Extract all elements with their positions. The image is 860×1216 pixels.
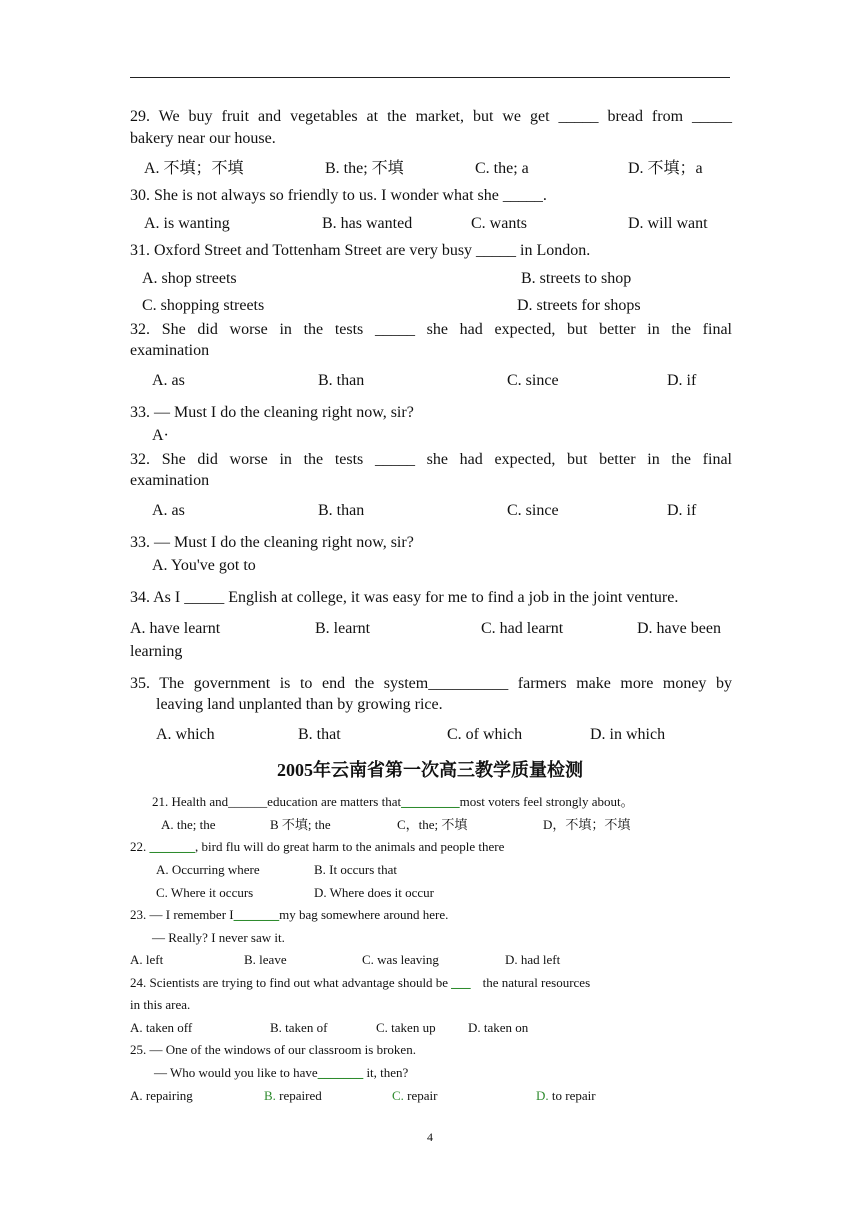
q33a-line2: A· xyxy=(152,427,169,444)
q22-option-a: A. Occurring where xyxy=(156,862,260,877)
q32a-option-d: D. if xyxy=(667,372,697,389)
q25-option-d xyxy=(536,1089,596,1102)
q29-option-b: B. the; 不填 xyxy=(325,160,404,177)
q29-option-a: A. 不填；不填 xyxy=(144,160,244,177)
q31-option-b: B. streets to shop xyxy=(521,270,632,287)
q25-option-b-letter: B. xyxy=(264,1088,276,1103)
q25-line2 xyxy=(154,1066,408,1079)
page-number: 4 xyxy=(427,1130,433,1144)
q33b-line2: A. You've got to xyxy=(152,557,256,574)
q32a-line1: 32. She did worse in the tests _____ she had expected, but better in the final xyxy=(130,321,732,338)
q21-post: most voters feel strongly about。 xyxy=(459,794,634,809)
q23-stem xyxy=(130,908,448,921)
q34-line3: learning xyxy=(130,643,183,660)
q29-line2: bakery near our house. xyxy=(130,130,276,147)
q30-option-d: D. will want xyxy=(628,215,708,232)
q24-blank: ___ xyxy=(451,975,471,990)
q25-option-a: A. repairing xyxy=(130,1088,193,1103)
header-rule xyxy=(130,77,730,78)
q22-post: , bird flu will do great harm to the animals and people there xyxy=(195,839,505,854)
q25-option-c-letter: C. xyxy=(392,1088,404,1103)
q21-option-a: A. the; the xyxy=(161,817,216,832)
q34-stem: 34. As I _____ English at college, it was easy for me to find a job in the joint venture. xyxy=(130,589,679,606)
q31-stem: 31. Oxford Street and Tottenham Street are very busy _____ in London. xyxy=(130,242,591,259)
q21-option-c: C，the; 不填 xyxy=(397,817,468,832)
q30-option-c: C. wants xyxy=(471,215,527,232)
q30-option-b: B. has wanted xyxy=(322,215,413,232)
q35-option-d: D. in which xyxy=(590,726,666,743)
q21-blank2: _________ xyxy=(401,794,460,809)
section-title: 2005年云南省第一次高三教学质量检测 xyxy=(277,760,583,780)
q35-option-b: B. that xyxy=(298,726,341,743)
q25-pre2: — Who would you like to have xyxy=(154,1065,318,1080)
q31-option-d: D. streets for shops xyxy=(517,297,641,314)
q25-option-d-letter: D. xyxy=(536,1088,549,1103)
q32b-option-d: D. if xyxy=(667,502,697,519)
q25-stem: 25. — One of the windows of our classroom is broken. xyxy=(130,1042,416,1057)
q30-option-a: A. is wanting xyxy=(144,215,230,232)
q32a-line2: examination xyxy=(130,342,210,359)
q32b-line2: examination xyxy=(130,472,210,489)
q21-stem xyxy=(152,795,634,808)
q31-option-a: A. shop streets xyxy=(142,270,237,287)
q22-option-c: C. Where it occurs xyxy=(156,885,254,900)
q23-option-d: D. had left xyxy=(505,952,561,967)
q23-option-b: B. leave xyxy=(244,952,287,967)
q22-option-b: B. It occurs that xyxy=(314,862,398,877)
q32b-option-c: C. since xyxy=(507,502,559,519)
q25-post2: it, then? xyxy=(363,1065,409,1080)
q22-stem: 22. _______, bird flu will do great harm to the animals and people there xyxy=(130,839,505,854)
q32a-option-a: A. as xyxy=(152,372,185,389)
q35-option-c: C. of which xyxy=(447,726,523,743)
q32b-line1: 32. She did worse in the tests _____ she had expected, but better in the final xyxy=(130,451,732,468)
q32b-option-a: A. as xyxy=(152,502,185,519)
q23-option-c: C. was leaving xyxy=(362,952,439,967)
q35-line1: 35. The government is to end the system__________ farmers make more money by xyxy=(130,675,732,692)
q24-option-d: D. taken on xyxy=(468,1020,529,1035)
q30-stem: 30. She is not always so friendly to us. I wonder what she _____. xyxy=(130,187,547,204)
q34-option-b: B. learnt xyxy=(315,620,371,637)
q32b-option-b: B. than xyxy=(318,502,365,519)
q21-pre: 21. Health and xyxy=(152,794,229,809)
q23-line2: — Really? I never saw it. xyxy=(152,930,285,945)
q21-blank1: ______ xyxy=(228,794,268,809)
q35-line2: leaving land unplanted than by growing rice. xyxy=(156,696,443,713)
q33a-stem: 33. — Must I do the cleaning right now, sir? xyxy=(130,404,414,421)
q24-line2: in this area. xyxy=(130,997,191,1012)
q24-post: the natural resources xyxy=(482,975,591,990)
q29-line1: 29. We buy fruit and vegetables at the market, but we get _____ bread from _____ xyxy=(130,108,732,125)
q24-option-c: C. taken up xyxy=(376,1020,436,1035)
q25-option-d-text: to repair xyxy=(548,1088,596,1103)
q34-option-c: C. had learnt xyxy=(481,620,564,637)
q33b-stem: 33. — Must I do the cleaning right now, sir? xyxy=(130,534,414,551)
q35-stem xyxy=(130,675,732,693)
q23-option-a: A. left xyxy=(130,952,164,967)
q32a-stem xyxy=(130,321,732,339)
q29-stem xyxy=(130,108,732,126)
q23-post: my bag somewhere around here. xyxy=(279,907,449,922)
q25-option-c xyxy=(392,1089,437,1102)
q23-blank: _______ xyxy=(233,907,280,922)
q32a-option-c: C. since xyxy=(507,372,559,389)
q31-option-c: C. shopping streets xyxy=(142,297,265,314)
q21-option-d: D，不填；不填 xyxy=(543,817,631,832)
q25-option-c-text: repair xyxy=(403,1088,438,1103)
q32a-option-b: B. than xyxy=(318,372,365,389)
q25-option-b xyxy=(264,1089,322,1102)
q25-option-b-text: repaired xyxy=(275,1088,322,1103)
q21-option-b: B 不填; the xyxy=(270,817,331,832)
q34-option-d: D. have been xyxy=(637,620,721,637)
q32b-stem xyxy=(130,451,732,469)
q21-mid: education are matters that xyxy=(267,794,402,809)
q24-pre: 24. Scientists are trying to find out what advantage should be xyxy=(130,975,449,990)
q22-blank: _______ xyxy=(149,839,195,854)
q25-blank: _______ xyxy=(317,1065,364,1080)
q24-stem xyxy=(130,976,590,989)
q29-option-c: C. the; a xyxy=(475,160,529,177)
q22-option-d: D. Where does it occur xyxy=(314,885,434,900)
q23-pre: 23. — I remember I xyxy=(130,907,234,922)
q34-option-a: A. have learnt xyxy=(130,620,221,637)
q29-option-d: D. 不填；a xyxy=(628,160,703,177)
q24-option-b: B. taken of xyxy=(270,1020,328,1035)
q35-option-a: A. which xyxy=(156,726,215,743)
q24-option-a: A. taken off xyxy=(130,1020,193,1035)
